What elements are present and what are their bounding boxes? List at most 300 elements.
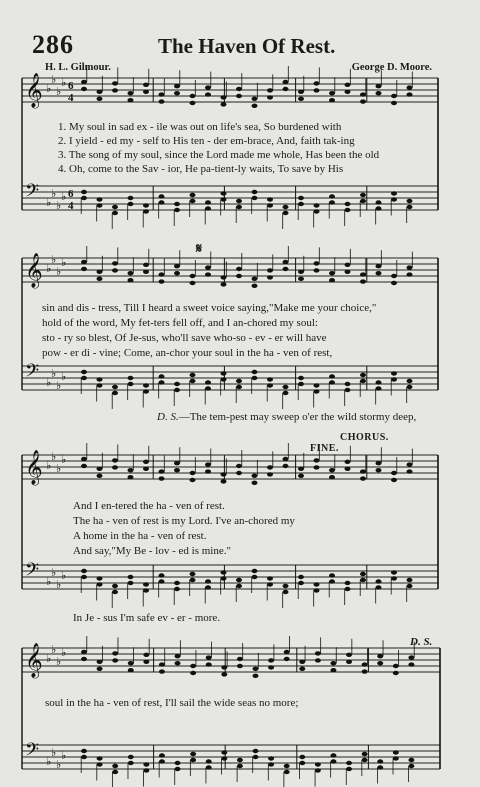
note-head (407, 265, 413, 269)
note-head (267, 377, 273, 381)
note-head (143, 203, 149, 207)
hymn-title: The Haven Of Rest. (158, 34, 336, 58)
note-head (268, 665, 274, 669)
note-head (97, 383, 103, 387)
note-head (298, 196, 304, 200)
flat-sign-icon: ♭ (51, 566, 57, 579)
note-head (128, 271, 134, 275)
note-head (298, 575, 304, 579)
note-head (143, 660, 149, 664)
note-head (407, 272, 413, 276)
note-head (97, 660, 103, 664)
note-head (268, 658, 274, 662)
note-head (81, 464, 87, 468)
note-head (128, 668, 134, 672)
flat-sign-icon: ♭ (46, 755, 52, 768)
note-head (143, 653, 149, 657)
note-head (330, 759, 336, 763)
note-head (346, 761, 352, 765)
note-head (329, 271, 335, 275)
note-head (112, 261, 118, 265)
note-head (252, 474, 258, 478)
note-head (283, 211, 289, 215)
note-head (408, 662, 414, 666)
note-head (206, 765, 212, 769)
note-head (407, 92, 413, 96)
note-head (267, 383, 273, 387)
note-head (159, 194, 165, 198)
flat-sign-icon: ♭ (51, 367, 57, 380)
note-head (314, 389, 320, 393)
note-head (81, 569, 87, 573)
note-head (174, 84, 180, 88)
note-head (298, 467, 304, 471)
note-head (174, 202, 180, 206)
note-head (346, 653, 352, 657)
note-head (128, 196, 134, 200)
note-head (159, 469, 165, 473)
note-head (314, 81, 320, 85)
note-head (190, 478, 196, 482)
note-head (97, 474, 103, 478)
note-head (393, 750, 399, 754)
note-head (329, 98, 335, 102)
note-head (360, 199, 366, 203)
note-head (376, 468, 382, 472)
note-head (81, 376, 87, 380)
note-head (360, 99, 366, 103)
note-head (81, 190, 87, 194)
note-head (112, 211, 118, 215)
note-head (253, 674, 259, 678)
note-head (345, 208, 351, 212)
note-head (97, 667, 103, 671)
note-head (236, 94, 242, 98)
note-head (267, 203, 273, 207)
note-head (190, 94, 196, 98)
note-head (362, 752, 368, 756)
flat-sign-icon: ♭ (56, 578, 62, 591)
note-head (329, 475, 335, 479)
note-head (81, 749, 87, 753)
time-signature: 4 (68, 200, 74, 212)
note-head (128, 761, 134, 765)
note-head (267, 275, 273, 279)
note-head (205, 265, 211, 269)
treble-clef-icon: 𝄞 (25, 450, 43, 485)
note-head (314, 209, 320, 213)
note-head (377, 654, 383, 658)
note-head (174, 382, 180, 386)
note-head (329, 194, 335, 198)
note-head (408, 764, 414, 768)
note-head (205, 462, 211, 466)
note-head (97, 270, 103, 274)
note-head (360, 379, 366, 383)
note-head (143, 582, 149, 586)
ds-verse-line: D. S.—The tem-pest may sweep o'er the wild stormy deep, (157, 411, 417, 423)
note-head (143, 383, 149, 387)
note-head (236, 267, 242, 271)
note-head (377, 765, 383, 769)
note-head (299, 667, 305, 671)
music-credit: George D. Moore. (351, 62, 432, 73)
note-head (391, 101, 397, 105)
note-head (236, 87, 242, 91)
note-head (81, 87, 87, 91)
note-head (252, 376, 258, 380)
note-head (112, 385, 118, 389)
note-head (252, 104, 258, 108)
note-head (112, 584, 118, 588)
note-head (298, 270, 304, 274)
note-head (377, 661, 383, 665)
note-head (175, 767, 181, 771)
note-head (360, 272, 366, 276)
note-head (284, 770, 290, 774)
note-head (393, 664, 399, 668)
note-head (376, 206, 382, 210)
note-head (407, 462, 413, 466)
note-head (345, 467, 351, 471)
note-head (252, 277, 258, 281)
note-head (190, 373, 196, 377)
hymn-number: 286 (32, 30, 74, 59)
flat-sign-icon: ♭ (56, 199, 62, 212)
treble-clef-icon: 𝄞 (25, 253, 43, 288)
note-head (159, 573, 165, 577)
note-head (252, 569, 258, 573)
note-head (190, 281, 196, 285)
flat-sign-icon: ♭ (46, 196, 52, 209)
note-head (236, 385, 242, 389)
note-head (221, 672, 227, 676)
flat-sign-icon: ♭ (51, 187, 57, 200)
note-head (174, 271, 180, 275)
note-head (128, 755, 134, 759)
note-head (376, 200, 382, 204)
note-head (345, 587, 351, 591)
note-head (283, 260, 289, 264)
note-head (236, 274, 242, 278)
flat-sign-icon: ♭ (51, 73, 57, 86)
note-head (221, 472, 227, 476)
note-head (407, 578, 413, 582)
flat-sign-icon: ♭ (46, 459, 52, 472)
note-head (205, 585, 211, 589)
flat-sign-icon: ♭ (61, 646, 67, 659)
note-head (112, 590, 118, 594)
note-head (81, 370, 87, 374)
note-head (314, 383, 320, 387)
note-head (283, 590, 289, 594)
note-head (330, 661, 336, 665)
note-head (393, 671, 399, 675)
note-head (362, 669, 368, 673)
bass-clef-icon: 𝄢 (25, 740, 40, 765)
note-head (159, 662, 165, 666)
note-head (221, 756, 227, 760)
note-head (391, 274, 397, 278)
note-head (329, 579, 335, 583)
note-head (143, 467, 149, 471)
note-head (221, 479, 227, 483)
note-head (190, 193, 196, 197)
note-head (298, 382, 304, 386)
note-head (143, 389, 149, 393)
segno-sign: 𝄋 (196, 242, 203, 257)
note-head (252, 97, 258, 101)
note-head (345, 263, 351, 267)
note-head (174, 461, 180, 465)
note-head (143, 83, 149, 87)
note-head (236, 199, 242, 203)
note-head (253, 667, 259, 671)
note-head (159, 272, 165, 276)
note-head (376, 271, 382, 275)
note-head (345, 83, 351, 87)
note-head (298, 474, 304, 478)
note-head (159, 380, 165, 384)
note-head (221, 191, 227, 195)
note-head (81, 260, 87, 264)
time-signature: 6 (68, 188, 74, 200)
note-head (407, 199, 413, 203)
note-head (190, 274, 196, 278)
flat-sign-icon: ♭ (61, 256, 67, 269)
note-head (391, 471, 397, 475)
note-head (407, 385, 413, 389)
note-head (345, 270, 351, 274)
note-head (345, 202, 351, 206)
note-head (190, 101, 196, 105)
note-head (314, 465, 320, 469)
note-head (174, 388, 180, 392)
note-head (299, 755, 305, 759)
note-head (315, 768, 321, 772)
note-head (314, 582, 320, 586)
note-head (128, 581, 134, 585)
flat-sign-icon: ♭ (51, 450, 57, 463)
note-head (267, 95, 273, 99)
note-head (360, 373, 366, 377)
note-head (267, 268, 273, 272)
note-head (391, 478, 397, 482)
note-head (112, 205, 118, 209)
note-head (112, 764, 118, 768)
note-head (97, 97, 103, 101)
note-head (97, 197, 103, 201)
note-head (252, 196, 258, 200)
note-head (298, 581, 304, 585)
note-head (408, 758, 414, 762)
note-head (314, 88, 320, 92)
note-head (236, 379, 242, 383)
time-signature: 6 (68, 80, 74, 92)
note-head (283, 457, 289, 461)
flat-sign-icon: ♭ (51, 746, 57, 759)
note-head (391, 377, 397, 381)
note-head (221, 377, 227, 381)
note-head (407, 205, 413, 209)
note-head (329, 573, 335, 577)
note-head (284, 650, 290, 654)
flat-sign-icon: ♭ (56, 655, 62, 668)
flat-sign-icon: ♭ (56, 85, 62, 98)
note-head (128, 278, 134, 282)
note-head (81, 657, 87, 661)
note-head (190, 471, 196, 475)
note-head (329, 200, 335, 204)
note-head (345, 90, 351, 94)
note-head (143, 209, 149, 213)
note-head (329, 278, 335, 282)
note-head (360, 193, 366, 197)
note-head (360, 92, 366, 96)
note-head (190, 752, 196, 756)
note-head (81, 755, 87, 759)
note-head (205, 469, 211, 473)
note-head (174, 587, 180, 591)
note-head (283, 80, 289, 84)
note-head (345, 382, 351, 386)
note-head (376, 91, 382, 95)
note-head (329, 91, 335, 95)
treble-clef-icon: 𝄞 (25, 643, 43, 678)
note-head (283, 584, 289, 588)
note-head (128, 468, 134, 472)
note-head (236, 205, 242, 209)
note-head (81, 267, 87, 271)
note-head (221, 275, 227, 279)
flat-sign-icon: ♭ (61, 370, 67, 383)
note-head (190, 671, 196, 675)
note-head (315, 762, 321, 766)
flat-sign-icon: ♭ (61, 76, 67, 89)
note-head (360, 578, 366, 582)
flat-sign-icon: ♭ (46, 262, 52, 275)
note-head (283, 385, 289, 389)
note-head (112, 651, 118, 655)
note-head (143, 263, 149, 267)
note-head (391, 371, 397, 375)
note-head (236, 584, 242, 588)
note-head (174, 468, 180, 472)
note-head (175, 761, 181, 765)
note-head (159, 753, 165, 757)
note-head (190, 199, 196, 203)
note-head (345, 581, 351, 585)
note-head (298, 202, 304, 206)
note-head (330, 753, 336, 757)
note-head (376, 84, 382, 88)
note-head (97, 762, 103, 766)
note-head (81, 650, 87, 654)
note-head (298, 97, 304, 101)
note-head (267, 197, 273, 201)
note-head (267, 88, 273, 92)
note-head (221, 665, 227, 669)
note-head (376, 461, 382, 465)
note-head (345, 388, 351, 392)
note-head (221, 570, 227, 574)
note-head (143, 768, 149, 772)
note-head (174, 581, 180, 585)
note-head (174, 208, 180, 212)
note-head (252, 370, 258, 374)
note-head (329, 374, 335, 378)
note-head (143, 762, 149, 766)
note-head (314, 268, 320, 272)
note-head (97, 203, 103, 207)
flat-sign-icon: ♭ (56, 265, 62, 278)
note-head (391, 197, 397, 201)
note-head (329, 380, 335, 384)
note-head (175, 661, 181, 665)
note-head (360, 572, 366, 576)
note-head (284, 764, 290, 768)
note-head (205, 92, 211, 96)
note-head (376, 585, 382, 589)
flat-sign-icon: ♭ (61, 190, 67, 203)
note-head (408, 655, 414, 659)
note-head (252, 481, 258, 485)
treble-clef-icon: 𝄞 (25, 73, 43, 108)
note-head (221, 197, 227, 201)
words-credit: H. L. Gilmour. (45, 62, 111, 73)
note-head (253, 755, 259, 759)
note-head (97, 756, 103, 760)
note-head (97, 277, 103, 281)
note-head (128, 91, 134, 95)
note-head (190, 664, 196, 668)
note-head (221, 282, 227, 286)
note-head (112, 465, 118, 469)
note-head (159, 374, 165, 378)
chorus-label: CHORUS. (340, 432, 389, 443)
note-head (252, 190, 258, 194)
note-head (391, 94, 397, 98)
note-head (143, 270, 149, 274)
note-head (159, 92, 165, 96)
note-head (112, 458, 118, 462)
note-head (393, 756, 399, 760)
note-head (97, 467, 103, 471)
flat-sign-icon: ♭ (56, 462, 62, 475)
note-head (377, 759, 383, 763)
note-head (205, 206, 211, 210)
note-head (143, 460, 149, 464)
flat-sign-icon: ♭ (56, 758, 62, 771)
note-head (298, 376, 304, 380)
note-head (159, 759, 165, 763)
note-head (174, 91, 180, 95)
note-head (128, 575, 134, 579)
note-head (221, 576, 227, 580)
note-head (128, 98, 134, 102)
note-head (267, 465, 273, 469)
note-head (205, 380, 211, 384)
flat-sign-icon: ♭ (46, 82, 52, 95)
note-head (299, 761, 305, 765)
note-head (283, 391, 289, 395)
note-head (237, 664, 243, 668)
note-head (221, 750, 227, 754)
note-head (221, 95, 227, 99)
note-head (329, 468, 335, 472)
note-head (190, 572, 196, 576)
flat-sign-icon: ♭ (46, 575, 52, 588)
